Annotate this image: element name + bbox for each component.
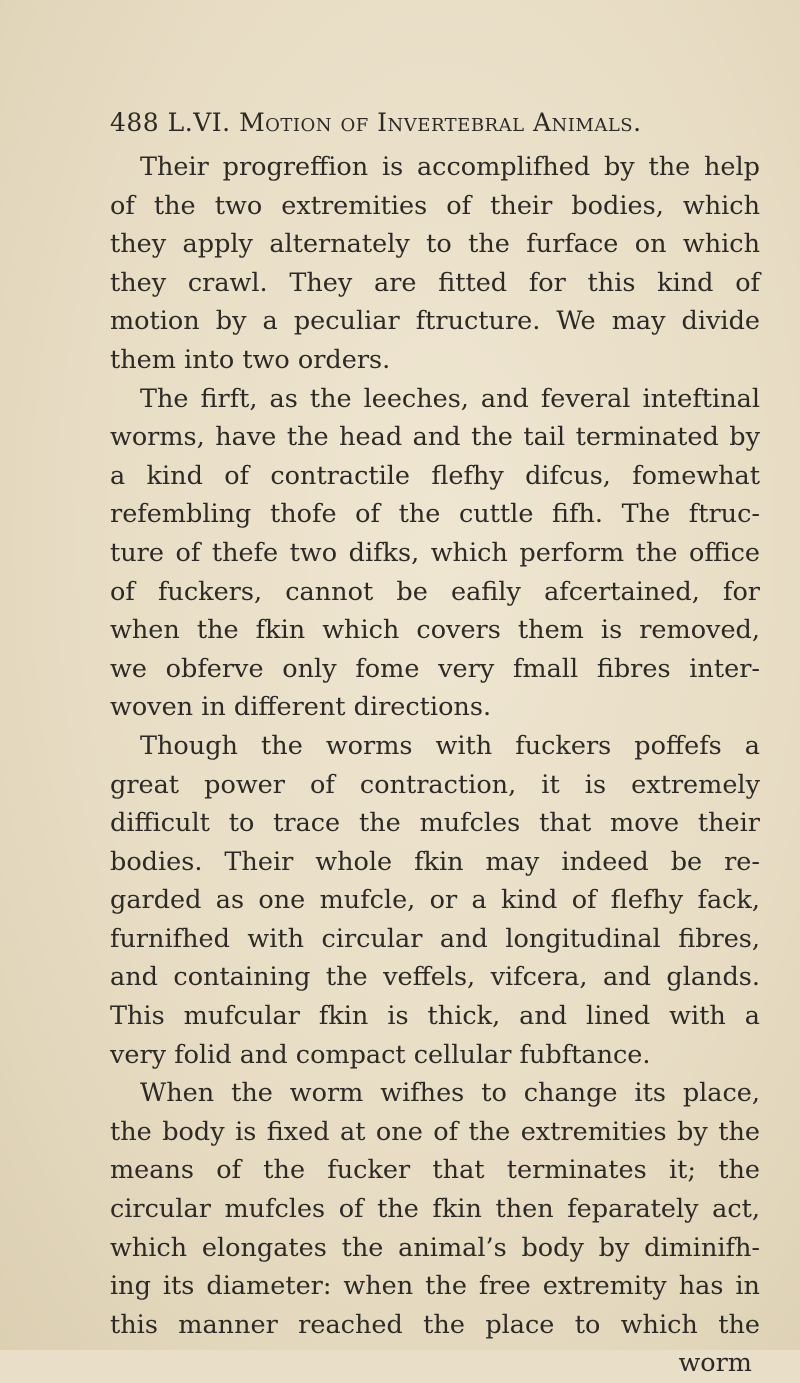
text-line: refembling thofe of the cuttle fifh. The ftruc- — [110, 499, 760, 530]
text-line: Though the worms with fuckers poffefs a — [140, 730, 760, 761]
text-line: ing its diameter: when the free extremity has in — [110, 1271, 760, 1302]
catchword: worm — [678, 1348, 752, 1379]
text-line: of the two extremities of their bodies, which — [110, 190, 760, 221]
text-line: Their progreffion is accomplifhed by the help — [140, 152, 760, 182]
text-line: of fuckers, cannot be eafily afcertained, for — [110, 576, 760, 607]
text-line: difficult to trace the mufcles that move their — [110, 808, 760, 839]
text-line: furnifhed with circular and longitudinal fibres, — [110, 923, 760, 954]
text-line: bodies. Their whole fkin may indeed be re- — [110, 846, 760, 877]
text-line: which elongates the animal’s body by diminifh- — [110, 1232, 760, 1263]
text-line: great power of contraction, it is extremely — [110, 769, 760, 800]
text-line: the body is fixed at one of the extremities by the — [110, 1116, 760, 1147]
text-line: them into two orders. — [110, 344, 391, 375]
text-line: they crawl. They are fitted for this kind of — [110, 267, 760, 298]
text-line: This mufcular fkin is thick, and lined with a — [110, 1001, 760, 1032]
text-line: this manner reached the place to which the — [110, 1309, 760, 1340]
text-line: they apply alternately to the furface on which — [110, 229, 760, 260]
text-line: and containing the veffels, vifcera, and glands. — [110, 962, 760, 993]
running-title: Motion of Invertebral Animals. — [239, 108, 642, 137]
running-head — [110, 100, 760, 146]
text-line: worms, have the head and the tail terminated by — [110, 422, 760, 453]
text-line: a kind of contractile flefhy difcus, fomewhat — [110, 460, 760, 491]
text-line: circular mufcles of the fkin then feparately act, — [110, 1194, 760, 1225]
text-line: when the fkin which covers them is removed, — [110, 615, 760, 646]
text-line: The firft, as the leeches, and feveral inteftinal — [140, 383, 760, 414]
text-line: woven in different directions. — [110, 692, 492, 723]
chapter-label: L.VI. — [167, 108, 231, 137]
text-line: very folid and compact cellular fubftance. — [110, 1039, 651, 1070]
text-line: motion by a peculiar ftructure. We may divide — [110, 306, 760, 337]
text-line: When the worm wifhes to change its place, — [140, 1078, 760, 1109]
text-line: means of the fucker that terminates it; the — [110, 1155, 760, 1186]
page-number: 488 — [110, 108, 160, 137]
text-line: we obferve only fome very fmall fibres inter- — [110, 653, 760, 684]
text-line: ture of thefe two difks, which perform the office — [110, 537, 760, 568]
text-block — [110, 100, 760, 1383]
text-line: garded as one mufcle, or a kind of flefhy fack, — [110, 885, 760, 916]
